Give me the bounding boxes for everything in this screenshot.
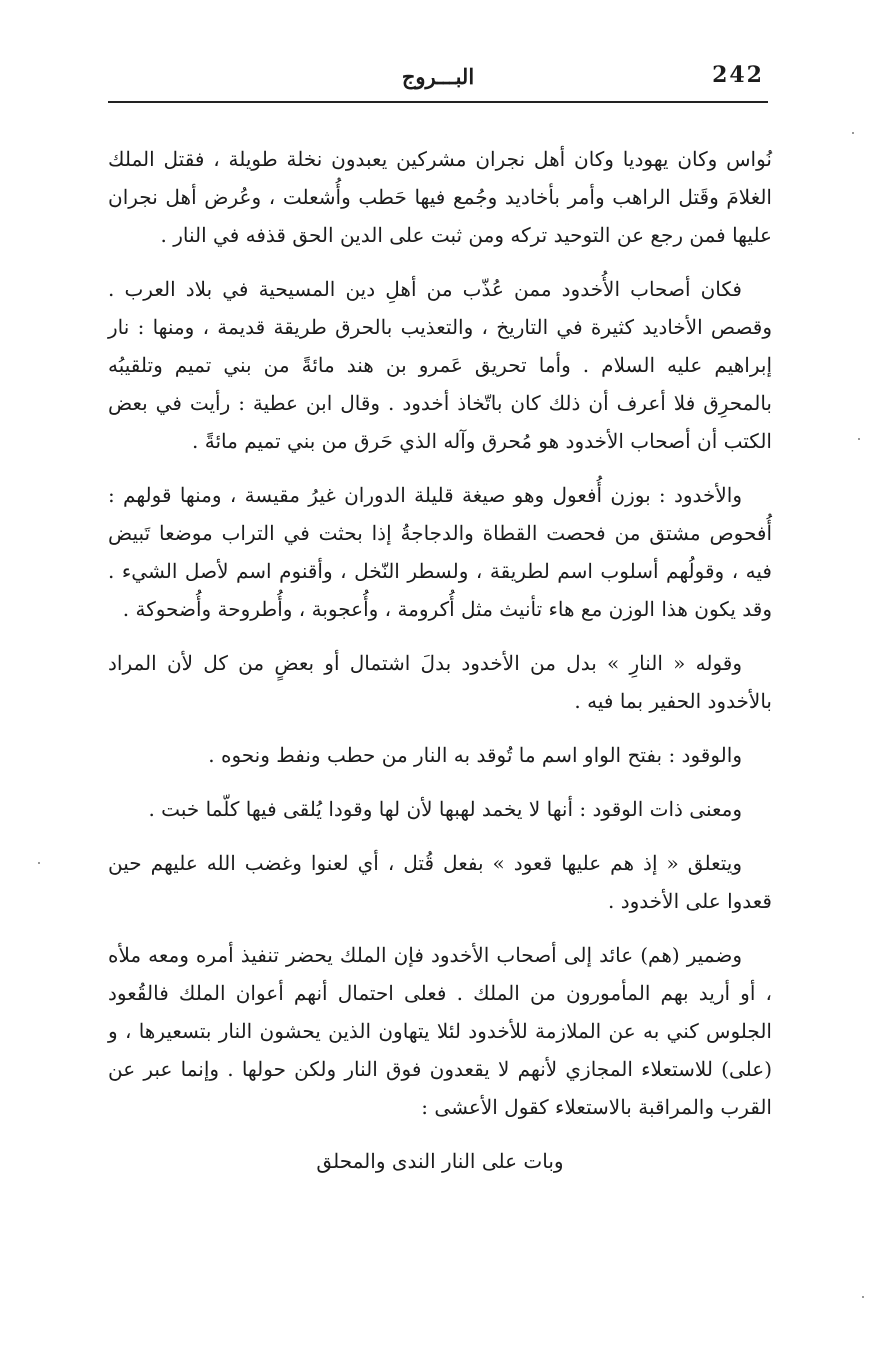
scan-speck [858,438,860,440]
paragraph-8: وضمير (هم) عائد إلى أصحاب الأخدود فإن الملك يحضر تنفيذ أمره ومعه ملأه ، أو أريد بهم المأمورون من الملك . فعلى احتمال أنهم أعوان الملك فالقُعود الجلوس كني به عن الملازمة للأخدود لئلا يتهاون الذين يحشون النار بتسعيرها ، و (على) للاستعلاء المجازي لأنهم لا يقعدون فوق النار ولكن حولها . وإنما عبر عن القرب والمراقبة بالاستعلاء كقول الأعشى : [108,943,772,1119]
paragraph-1: نُواس وكان يهوديا وكان أهل نجران مشركين يعبدون نخلة طويلة ، فقتل الملك الغلامَ وقَتل الراهب وأمر بأخاديد وجُمع فيها حَطب وأُشعلت ، وعُرض أهل نجران عليها فمن رجع عن التوحيد تركه ومن ثبت على الدين الحق قذفه في النار . [108,147,772,247]
page-header [108,56,768,100]
page-number: 242 [712,62,764,88]
body-text [108,140,772,1180]
scan-speck [38,862,40,864]
paragraph-2: فكان أصحاب الأُخدود ممن عُذّب من أهلِ دين المسيحية في بلاد العرب . وقصص الأخاديد كثيرة في التاريخ ، والتعذيب بالحرق طريقة قديمة ، ومنها : نار إبراهيم عليه السلام . وأما تحريق عَمرو بن هند مائةً من بني تميم وتلقيبُه بالمحرِق فلا أعرف أن ذلك كان باتّخاذ أخدود . وقال ابن عطية : رأيت في بعض الكتب أن أصحاب الأخدود هو مُحرق وآله الذي حَرق من بني تميم مائةً . [108,277,772,453]
poetry-verse: وبات على النار الندى والمحلق [316,1149,564,1173]
scan-speck [862,1296,864,1298]
paragraph-6: ومعنى ذات الوقود : أنها لا يخمد لهبها لأن لها وقودا يُلقى فيها كلّما خبت . [148,797,742,821]
header-rule [108,101,768,103]
paragraph-4: وقوله « النارِ » بدل من الأخدود بدلَ اشتمال أو بعضٍ من كل لأن المراد بالأخدود الحفير بما فيه . [108,651,772,713]
paragraph-3: والأخدود : بوزن أُفعول وهو صيغة قليلة الدوران غيرُ مقيسة ، ومنها قولهم : أُفحوص مشتق من فحصت القطاة والدجاجةُ إذا بحثت في التراب موضعا تَبيض فيه ، وقولُهم أسلوب اسم لطريقة ، ولسطر النّخل ، وأقنوم اسم لأصل الشيء . وقد يكون هذا الوزن مع هاء تأنيث مثل أُكرومة ، وأُعجوبة ، وأُطروحة وأُضحوكة . [108,483,772,621]
paragraph-7: ويتعلق « إذ هم عليها قعود » بفعل قُتل ، أي لعنوا وغضب الله عليهم حين قعدوا على الأخدود . [108,851,772,913]
running-title: البـــروج [401,64,475,89]
scan-speck [852,132,854,134]
paragraph-5: والوقود : بفتح الواو اسم ما تُوقد به النار من حطب ونفط ونحوه . [208,743,742,767]
